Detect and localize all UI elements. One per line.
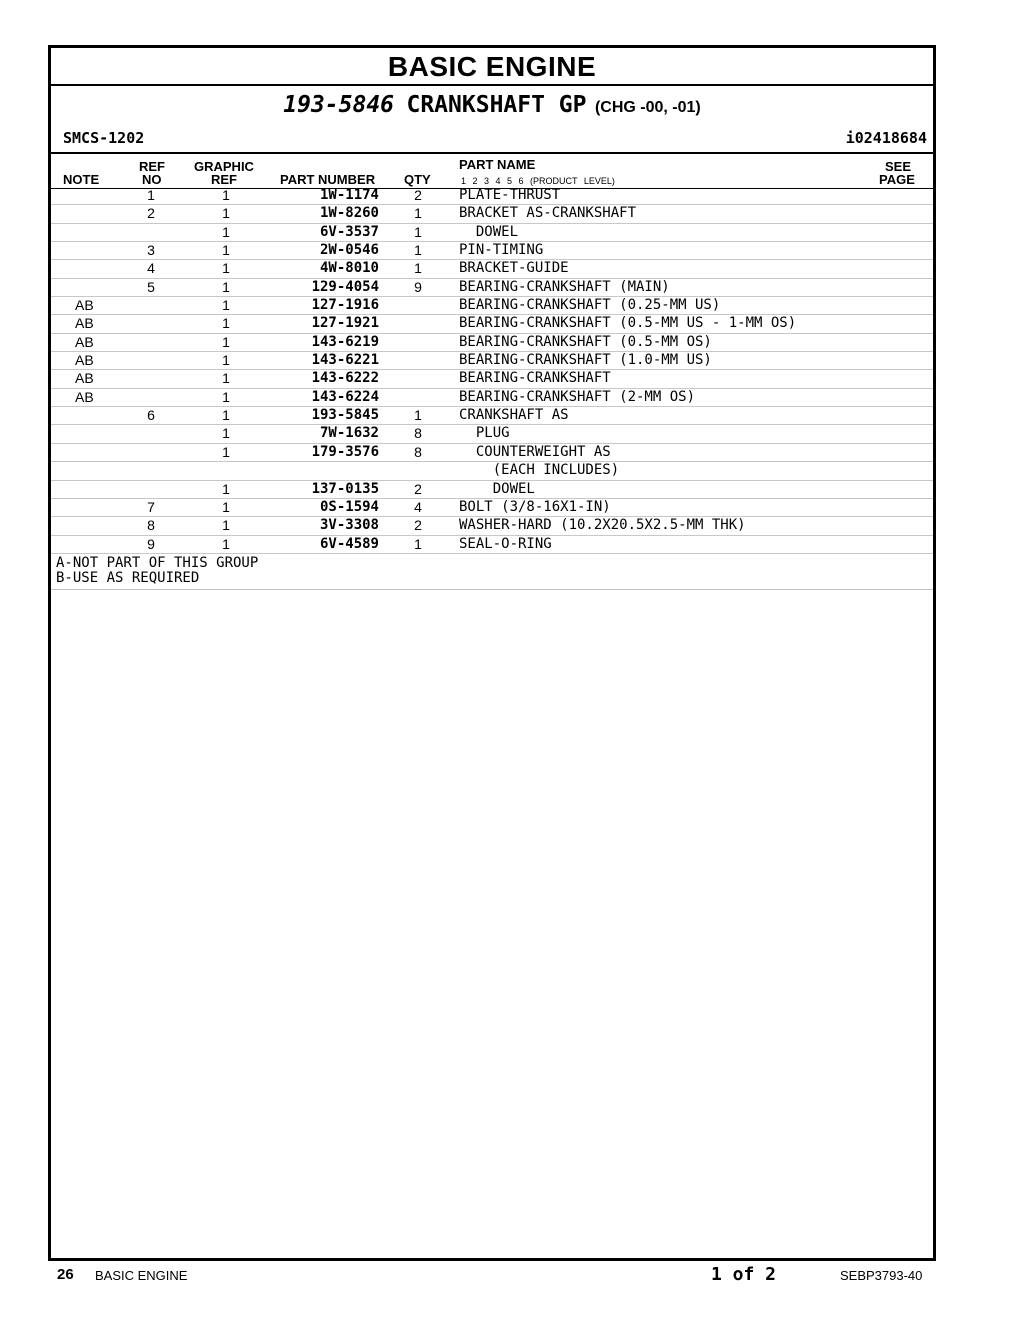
part-name-cell: WASHER-HARD (10.2X20.5X2.5-MM THK) — [459, 517, 746, 534]
note-cell: AB — [75, 297, 94, 314]
header-part-name: PART NAME — [459, 157, 536, 172]
part-number-cell: 7W-1632 — [319, 425, 379, 442]
part-name-cell: BRACKET AS-CRANKSHAFT — [459, 205, 637, 222]
footer-sheet-count: 1 of 2 — [711, 1264, 777, 1285]
header-part-number: PART NUMBER — [280, 172, 376, 187]
graphic-ref-cell: 1 — [222, 388, 230, 405]
header-no: NO — [142, 172, 162, 187]
part-number-cell: 143-6219 — [311, 333, 379, 350]
graphic-ref-cell: 1 — [222, 407, 230, 424]
qty-cell: 2 — [414, 480, 422, 497]
note-cell: AB — [75, 370, 94, 387]
part-name-cell: DOWEL — [459, 480, 535, 497]
ref-no-cell: 7 — [147, 498, 155, 515]
ref-no-cell: 2 — [147, 205, 155, 222]
table-row — [51, 389, 933, 407]
part-number-cell: 4W-8010 — [319, 260, 379, 277]
graphic-ref-cell: 1 — [222, 187, 230, 203]
part-name-cell: CRANKSHAFT AS — [459, 407, 569, 424]
group-change: (CHG -00, -01) — [594, 99, 701, 116]
graphic-ref-cell: 1 — [222, 315, 230, 332]
header-page: PAGE — [879, 172, 915, 187]
table-row — [51, 444, 933, 462]
header-note: NOTE — [63, 172, 100, 187]
footer-section: BASIC ENGINE — [95, 1268, 188, 1283]
table-row — [51, 425, 933, 443]
qty-cell: 1 — [414, 407, 422, 424]
note-cell: AB — [75, 352, 94, 369]
parts-table — [51, 187, 933, 590]
group-title — [51, 92, 933, 118]
graphic-ref-cell: 1 — [222, 370, 230, 387]
table-row — [51, 517, 933, 535]
footer-document-id: SEBP3793-40 — [840, 1268, 923, 1283]
table-row — [51, 242, 933, 260]
ref-no-cell: 6 — [147, 407, 155, 424]
part-number-cell: 143-6224 — [311, 388, 379, 405]
part-number-cell: 193-5845 — [311, 407, 379, 424]
page-title: BASIC ENGINE — [51, 48, 933, 86]
note-cell: AB — [75, 315, 94, 332]
graphic-ref-cell: 1 — [222, 242, 230, 259]
graphic-ref-cell: 1 — [222, 443, 230, 460]
graphic-ref-cell: 1 — [222, 297, 230, 314]
part-number-cell: 127-1921 — [311, 315, 379, 332]
qty-cell: 4 — [414, 498, 422, 515]
ref-no-cell: 1 — [147, 187, 155, 203]
note-cell: AB — [75, 333, 94, 350]
part-number-cell: 1W-1174 — [319, 187, 379, 203]
note-cell: AB — [75, 388, 94, 405]
part-name-cell: COUNTERWEIGHT AS — [459, 443, 611, 460]
ref-no-cell: 3 — [147, 242, 155, 259]
qty-cell: 8 — [414, 443, 422, 460]
graphic-ref-cell: 1 — [222, 517, 230, 534]
table-row — [51, 407, 933, 425]
table-row — [51, 334, 933, 352]
part-name-cell: SEAL-O-RING — [459, 535, 552, 552]
part-name-cell: BOLT (3/8-16X1-IN) — [459, 498, 611, 515]
graphic-ref-cell: 1 — [222, 352, 230, 369]
table-row — [51, 370, 933, 388]
qty-cell: 1 — [414, 205, 422, 222]
table-row — [51, 499, 933, 517]
part-name-cell: PLATE-THRUST — [459, 187, 561, 203]
part-number-cell: 6V-4589 — [319, 535, 379, 552]
ref-no-cell: 9 — [147, 535, 155, 552]
footnotes — [51, 554, 933, 590]
footnote-a: A-NOT PART OF THIS GROUP — [56, 554, 259, 571]
part-name-cell: BEARING-CRANKSHAFT (MAIN) — [459, 278, 670, 295]
qty-cell: 1 — [414, 242, 422, 259]
header-see: SEE — [885, 159, 912, 174]
illustration-id: i02418684 — [845, 129, 927, 147]
ref-no-cell: 5 — [147, 278, 155, 295]
footer-page-number: 26 — [57, 1266, 74, 1283]
part-name-cell: BEARING-CRANKSHAFT (1.0-MM US) — [459, 352, 712, 369]
group-number: 193-5846 — [283, 92, 395, 118]
table-row — [51, 481, 933, 499]
part-number-cell: 1W-8260 — [319, 205, 379, 222]
part-number-cell: 127-1916 — [311, 297, 379, 314]
graphic-ref-cell: 1 — [222, 223, 230, 240]
graphic-ref-cell: 1 — [222, 333, 230, 350]
table-row — [51, 279, 933, 297]
part-number-cell: 0S-1594 — [319, 498, 379, 515]
part-name-cell: BEARING-CRANKSHAFT (0.25-MM US) — [459, 297, 721, 314]
table-row — [51, 462, 933, 480]
qty-cell: 9 — [414, 278, 422, 295]
ref-no-cell: 8 — [147, 517, 155, 534]
part-number-cell: 179-3576 — [311, 443, 379, 460]
table-header — [51, 152, 933, 189]
table-row — [51, 224, 933, 242]
part-name-cell: BRACKET-GUIDE — [459, 260, 569, 277]
graphic-ref-cell: 1 — [222, 278, 230, 295]
graphic-ref-cell: 1 — [222, 498, 230, 515]
table-row — [51, 187, 933, 205]
table-row — [51, 297, 933, 315]
part-name-cell: (EACH INCLUDES) — [459, 462, 620, 479]
table-row — [51, 352, 933, 370]
part-name-cell: BEARING-CRANKSHAFT — [459, 370, 611, 387]
graphic-ref-cell: 1 — [222, 205, 230, 222]
table-row — [51, 315, 933, 333]
qty-cell: 2 — [414, 517, 422, 534]
smcs-code: SMCS-1202 — [63, 129, 145, 147]
qty-cell: 1 — [414, 535, 422, 552]
part-name-cell: PIN-TIMING — [459, 242, 544, 259]
header-qty: QTY — [404, 172, 431, 187]
graphic-ref-cell: 1 — [222, 425, 230, 442]
part-name-cell: PLUG — [459, 425, 510, 442]
table-row — [51, 205, 933, 223]
qty-cell: 8 — [414, 425, 422, 442]
part-name-cell: BEARING-CRANKSHAFT (0.5-MM US - 1-MM OS) — [459, 315, 797, 332]
part-number-cell: 137-0135 — [311, 480, 379, 497]
qty-cell: 2 — [414, 187, 422, 203]
part-number-cell: 3V-3308 — [319, 517, 379, 534]
page-frame — [48, 45, 936, 1261]
group-name: CRANKSHAFT GP — [406, 92, 587, 118]
footnote-b: B-USE AS REQUIRED — [56, 569, 200, 586]
part-number-cell: 6V-3537 — [319, 223, 379, 240]
qty-cell: 1 — [414, 223, 422, 240]
qty-cell: 1 — [414, 260, 422, 277]
table-row — [51, 260, 933, 278]
part-name-cell: DOWEL — [459, 223, 519, 240]
part-number-cell: 2W-0546 — [319, 242, 379, 259]
part-name-cell: BEARING-CRANKSHAFT (0.5-MM OS) — [459, 333, 712, 350]
header-ref: REF — [139, 159, 165, 174]
header-graphic-ref: REF — [211, 172, 237, 187]
page-footer — [0, 1264, 1020, 1288]
part-number-cell: 143-6221 — [311, 352, 379, 369]
header-product-levels: 1 2 3 4 5 6 (PRODUCT LEVEL) — [461, 176, 615, 186]
part-number-cell: 143-6222 — [311, 370, 379, 387]
graphic-ref-cell: 1 — [222, 260, 230, 277]
header-graphic: GRAPHIC — [194, 159, 254, 174]
part-name-cell: BEARING-CRANKSHAFT (2-MM OS) — [459, 388, 696, 405]
ref-no-cell: 4 — [147, 260, 155, 277]
part-number-cell: 129-4054 — [311, 278, 379, 295]
graphic-ref-cell: 1 — [222, 535, 230, 552]
graphic-ref-cell: 1 — [222, 480, 230, 497]
table-row — [51, 536, 933, 554]
